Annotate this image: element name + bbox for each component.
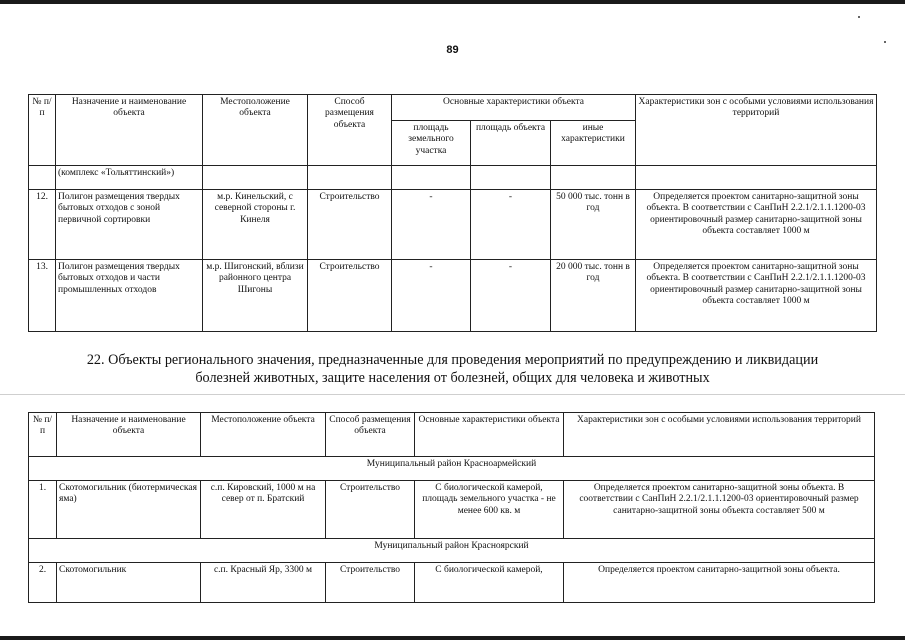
header-row: [29, 95, 877, 121]
row-num: 2.: [29, 563, 57, 603]
header-object-area: площадь объекта: [471, 121, 551, 166]
row-purpose: Полигон размещения твердых бытовых отходов и части промышленных отходов: [56, 260, 203, 332]
row-purpose: Полигон размещения твердых бытовых отходов с зоной первичной сортировки: [56, 190, 203, 260]
row-method: Строительство: [326, 563, 415, 603]
header-purpose: Назначение и наименование объекта: [57, 413, 201, 457]
row-zones: Определяется проектом санитарно-защитной зоны объекта. В соответствии с СанПиН 2.2.1/2.1.1.1200-03 ориентировочный размер санитарно-защитной зоны объекта составляет 1000 м: [636, 190, 877, 260]
table-row: [29, 563, 875, 603]
row-method: Строительство: [308, 260, 392, 332]
district-krasnoyarsky: Муниципальный район Красноярский: [29, 539, 875, 563]
header-num: № п/п: [29, 95, 56, 166]
header-method: Способ размещения объекта: [326, 413, 415, 457]
header-land-area: площадь земельного участка: [392, 121, 471, 166]
row-location: м.р. Кинельский, с северной стороны г. Кинеля: [203, 190, 308, 260]
header-location: Местоположение объекта: [201, 413, 326, 457]
section-heading: [20, 351, 885, 387]
scan-divider: [0, 394, 905, 395]
row-location: м.р. Шигонский, вблизи районного центра Шигоны: [203, 260, 308, 332]
table-row: [29, 166, 877, 190]
header-main-characteristics: Основные характеристики объекта: [415, 413, 564, 457]
objects-table-waste: [28, 94, 877, 332]
section-heading-line1: 22. Объекты регионального значения, предназначенные для проведения мероприятий по предупреждению и ликвидации: [86, 352, 819, 368]
header-main-characteristics: Основные характеристики объекта: [392, 95, 636, 121]
header-location: Местоположение объекта: [203, 95, 308, 166]
header-zones: Характеристики зон с особыми условиями использования территорий: [564, 413, 875, 457]
row-method: Строительство: [308, 190, 392, 260]
row-object-area: -: [471, 190, 551, 260]
header-zones: Характеристики зон с особыми условиями использования территорий: [636, 95, 877, 166]
row-characteristics: С биологической камерой, площадь земельного участка - не менее 600 кв. м: [415, 481, 564, 539]
row-zones: Определяется проектом санитарно-защитной зоны объекта. В соответствии с СанПиН 2.2.1/2.1.1.1200-03 ориентировочный размер санитарно-защитной зоны объекта составляет 500 м: [564, 481, 875, 539]
row-num: 1.: [29, 481, 57, 539]
row-method: Строительство: [326, 481, 415, 539]
row-characteristics: С биологической камерой,: [415, 563, 564, 603]
table-row: [29, 260, 877, 332]
row-land-area: -: [392, 260, 471, 332]
row-land-area: -: [392, 190, 471, 260]
header-num: № п/п: [29, 413, 57, 457]
row-purpose: Скотомогильник (биотермическая яма): [57, 481, 201, 539]
row-num: 12.: [29, 190, 56, 260]
row-other: 20 000 тыс. тонн в год: [551, 260, 636, 332]
header-method: Способ размещения объекта: [308, 95, 392, 166]
row-location: с.п. Красный Яр, 3300 м: [201, 563, 326, 603]
header-other-characteristics: иные характеристики: [551, 121, 636, 166]
row-object-area: -: [471, 260, 551, 332]
row-location: с.п. Кировский, 1000 м на север от п. Братский: [201, 481, 326, 539]
table-row: [29, 481, 875, 539]
row-other: 50 000 тыс. тонн в год: [551, 190, 636, 260]
scan-speck: [858, 16, 860, 18]
header-row: [29, 413, 875, 457]
page-bottom-border: [0, 636, 905, 640]
table-row: [29, 190, 877, 260]
header-purpose: Назначение и наименование объекта: [56, 95, 203, 166]
continuation-text: (комплекс «Тольяттинский»): [56, 166, 203, 190]
objects-table-veterinary: [28, 412, 875, 603]
group-row: [29, 457, 875, 481]
group-row: [29, 539, 875, 563]
page-number: 89: [446, 44, 459, 56]
district-krasnoarmeysky: Муниципальный район Красноармейский: [29, 457, 875, 481]
row-num: 13.: [29, 260, 56, 332]
page-top-border: [0, 0, 905, 4]
row-zones: Определяется проектом санитарно-защитной зоны объекта.: [564, 563, 875, 603]
scan-speck: [884, 41, 886, 43]
row-purpose: Скотомогильник: [57, 563, 201, 603]
row-zones: Определяется проектом санитарно-защитной зоны объекта. В соответствии с СанПиН 2.2.1/2.1.1.1200-03 ориентировочный размер санитарно-защитной зоны объекта составляет 1000 м: [636, 260, 877, 332]
section-heading-line2: болезней животных, защите населения от болезней, общих для человека и животных: [195, 370, 710, 386]
